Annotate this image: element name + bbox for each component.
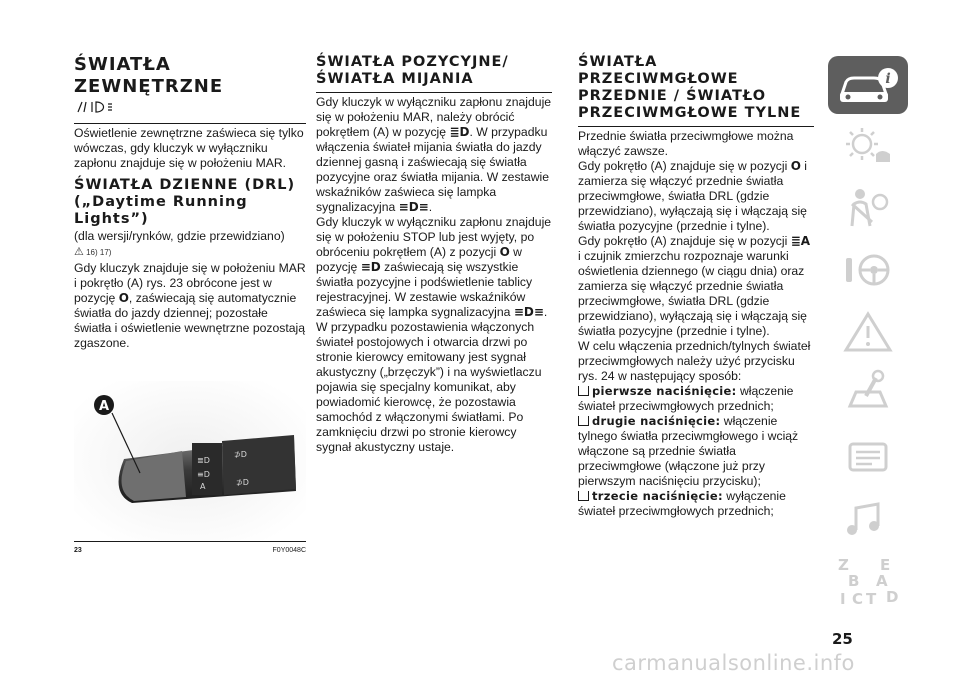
seatbelt-airbag-icon: [828, 180, 908, 238]
page-number: 25: [832, 630, 853, 648]
fog-p3-b: i czujnik zmierzchu rozpoznaje warunki oświetlenia dziennego (w ciągu dnia) oraz zamierza się włączyć przednie światła przeciwmgłowe, światła DRL (gdzie przewidziano), wyłączają się i włączają się światła pozycyjne (przednie i tylne).: [578, 249, 807, 338]
off-position-symbol: O: [790, 159, 801, 173]
warning-refs-text: 16) 17): [86, 248, 112, 257]
heading-exterior-lights: ŚWIATŁA ZEWNĘTRZNE: [74, 54, 224, 97]
warning-triangle-icon: [828, 304, 908, 362]
exterior-lights-text: Oświetlenie zewnętrzne zaświeca się tylko wówczas, gdy kluczyk w wyłączniku zapłonu znajduje się w położeniu MAR.: [74, 126, 304, 170]
light-stalk-illustration: [74, 381, 306, 541]
bullet-1-text: włączenie świateł przeciwmgłowych przednich;: [578, 384, 794, 413]
p2-b: w pozycję: [316, 245, 522, 274]
drl-note: (dla wersji/rynków, gdzie przewidziano): [74, 229, 285, 243]
info-glyph: i: [885, 71, 891, 87]
p2-a: Gdy kluczyk w wyłączniku zapłonu znajduje się w położeniu STOP lub jest wyjęty, po obróceniu pokrętłem (A) z pozycji: [316, 215, 552, 259]
off-position-symbol: O: [499, 245, 510, 259]
index-letter: D: [886, 588, 899, 606]
callout-a: A: [98, 399, 110, 414]
index-letter: E: [880, 556, 891, 574]
off-position-symbol: O: [118, 291, 129, 305]
index-letter: C: [852, 590, 864, 608]
fog-p4: W celu włączenia przednich/tylnych świateł przeciwmgłowych należy użyć przycisku rys. 24 w następujący sposób:: [578, 339, 811, 383]
warning-refs: [74, 246, 306, 259]
wrench-car-icon: [828, 366, 908, 424]
bullet-1-label: pierwsze naciśnięcie:: [592, 384, 737, 398]
fog-p2: [578, 159, 814, 234]
tab-safety[interactable]: [828, 180, 908, 238]
p1-c: .: [428, 200, 433, 214]
tab-emergency[interactable]: [828, 304, 908, 362]
key-steering-icon: [828, 242, 908, 300]
index-letter: B: [848, 572, 860, 590]
chapter-sidebar: [824, 56, 912, 616]
bullet-icon: [578, 416, 589, 426]
bullet-2: [578, 414, 814, 489]
p1-a: Gdy kluczyk w wyłączniku zapłonu znajduje się w położeniu MAR, należy obrócić pokrętłem (A) w pozycję: [316, 95, 552, 139]
p1-b: . W przypadku włączenia świateł mijania światła do jazdy dziennej gasną i zaświecają się światła pozycyjne oraz światła mijania. W zestawie wskaźników zaświeca się lampka sygnalizacyjna: [316, 125, 550, 214]
column-2: [316, 54, 552, 455]
column-3: [578, 54, 814, 519]
svg-text:≡D: ≡D: [197, 470, 210, 479]
heading-drl: ŚWIATŁA DZIENNE (DRL) („Daytime Running Lights”): [74, 177, 296, 227]
position-lights-p1: [316, 95, 552, 215]
car-info-icon: [828, 56, 908, 114]
index-letter: T: [866, 590, 877, 608]
index-icon: [828, 552, 908, 610]
watermark: carmanualsonline.info: [612, 651, 855, 675]
parking-light-icon: ≡D: [360, 260, 381, 274]
svg-text:⊅D: ⊅D: [236, 478, 249, 487]
bullet-3-text: wyłączenie świateł przeciwmgłowych przednich;: [578, 489, 786, 518]
index-letter: Z: [838, 556, 849, 574]
fog-p3-a: Gdy pokrętło (A) znajduje się w pozycji: [578, 234, 788, 248]
heading-fog-lights: ŚWIATŁA PRZECIWMGŁOWE PRZEDNIE / ŚWIATŁO PRZECIWMGŁOWE TYLNE: [578, 54, 802, 121]
bullet-icon: [578, 491, 589, 501]
fog-p3: [578, 234, 814, 339]
heading-block: [316, 54, 552, 93]
technical-data-icon: [828, 428, 908, 486]
auto-light-icon: ≣A: [790, 234, 811, 248]
bullet-icon: [578, 386, 589, 396]
figure-number: 23: [74, 547, 82, 554]
drl-text-a: Gdy kluczyk znajduje się w położeniu MAR i pokrętło (A) rys. 23 obrócone jest w pozycję: [74, 261, 306, 305]
fog-p2-b: i zamierza się włączyć przednie światła przeciwmgłowe, światła DRL (gdzie przewidziano), wyłączają się i włączają się światła pozycyjne (przednie i tylne).: [578, 159, 808, 233]
bullet-2-text: włączenie tylnego światła przeciwmgłowego i wciąż włączone są przednie światła przeciwmgłowe (włączone już przy pierwszym naciśnięciu przycisku);: [578, 414, 799, 488]
bullet-3-label: trzecie naciśnięcie:: [592, 489, 723, 503]
tab-dashboard[interactable]: [828, 118, 908, 176]
bullet-3: [578, 489, 814, 519]
p2-d: .: [543, 305, 548, 319]
figure-code: F0Y0048C: [272, 547, 306, 554]
parking-light-icon: [74, 100, 114, 114]
position-light-icon: ≡D≡: [398, 200, 429, 214]
svg-text:A: A: [200, 482, 206, 491]
heading-position-lights: ŚWIATŁA POZYCYJNE/ŚWIATŁA MIJANIA: [316, 54, 509, 87]
tab-multimedia[interactable]: [828, 490, 908, 548]
p2-c: zaświecają się wszystkie światła pozycyjne i podświetlenie tablicy rejestracyjnej. W zestawie wskaźników zaświeca się lampka sygnalizacyjna: [316, 260, 533, 319]
tab-car-info[interactable]: [828, 56, 908, 114]
position-lights-p2: [316, 215, 552, 320]
low-beam-icon: ≣D: [449, 125, 470, 139]
warning-triangle-icon: ⚠: [74, 246, 84, 258]
index-letter: I: [840, 590, 846, 608]
heading-rule: [74, 100, 306, 124]
position-light-icon: ≡D≡: [513, 305, 544, 319]
tab-index[interactable]: [828, 552, 908, 610]
svg-text:⊅D: ⊅D: [234, 450, 247, 459]
multimedia-icon: [828, 490, 908, 548]
fog-p1: Przednie światła przeciwmgłowe można włączyć zawsze.: [578, 129, 794, 158]
fog-p2-a: Gdy pokrętło (A) znajduje się w pozycji: [578, 159, 788, 173]
index-letter: A: [876, 572, 888, 590]
tab-starting[interactable]: [828, 242, 908, 300]
tab-technical[interactable]: [828, 428, 908, 486]
drl-text-b: , zaświecają się automatycznie światła do jazdy dziennej; pozostałe światła i oświetlenie wewnętrzne pozostają zgaszone.: [74, 291, 306, 350]
drl-text: [74, 261, 306, 351]
position-lights-p3: W przypadku pozostawienia włączonych świateł postojowych i otwarcia drzwi po stronie kierowcy emitowany jest sygnał akustyczny („brzęczyk”) i na wyświetlaczu pojawia się specjalny komunikat, aby powiadomić kierowcę, że pozostawia samochód z włączonymi światłami. Po zamknięciu drzwi po stronie kierowcy sygnał akustyczny ustaje.: [316, 320, 542, 454]
figure-23: [74, 381, 306, 554]
bullet-1: [578, 384, 814, 414]
tab-maintenance[interactable]: [828, 366, 908, 424]
dashboard-lights-icon: [828, 118, 908, 176]
svg-text:≣D: ≣D: [197, 456, 210, 465]
heading-block: [578, 54, 814, 127]
column-1: [74, 54, 306, 351]
bullet-2-label: drugie naciśnięcie:: [592, 414, 721, 428]
